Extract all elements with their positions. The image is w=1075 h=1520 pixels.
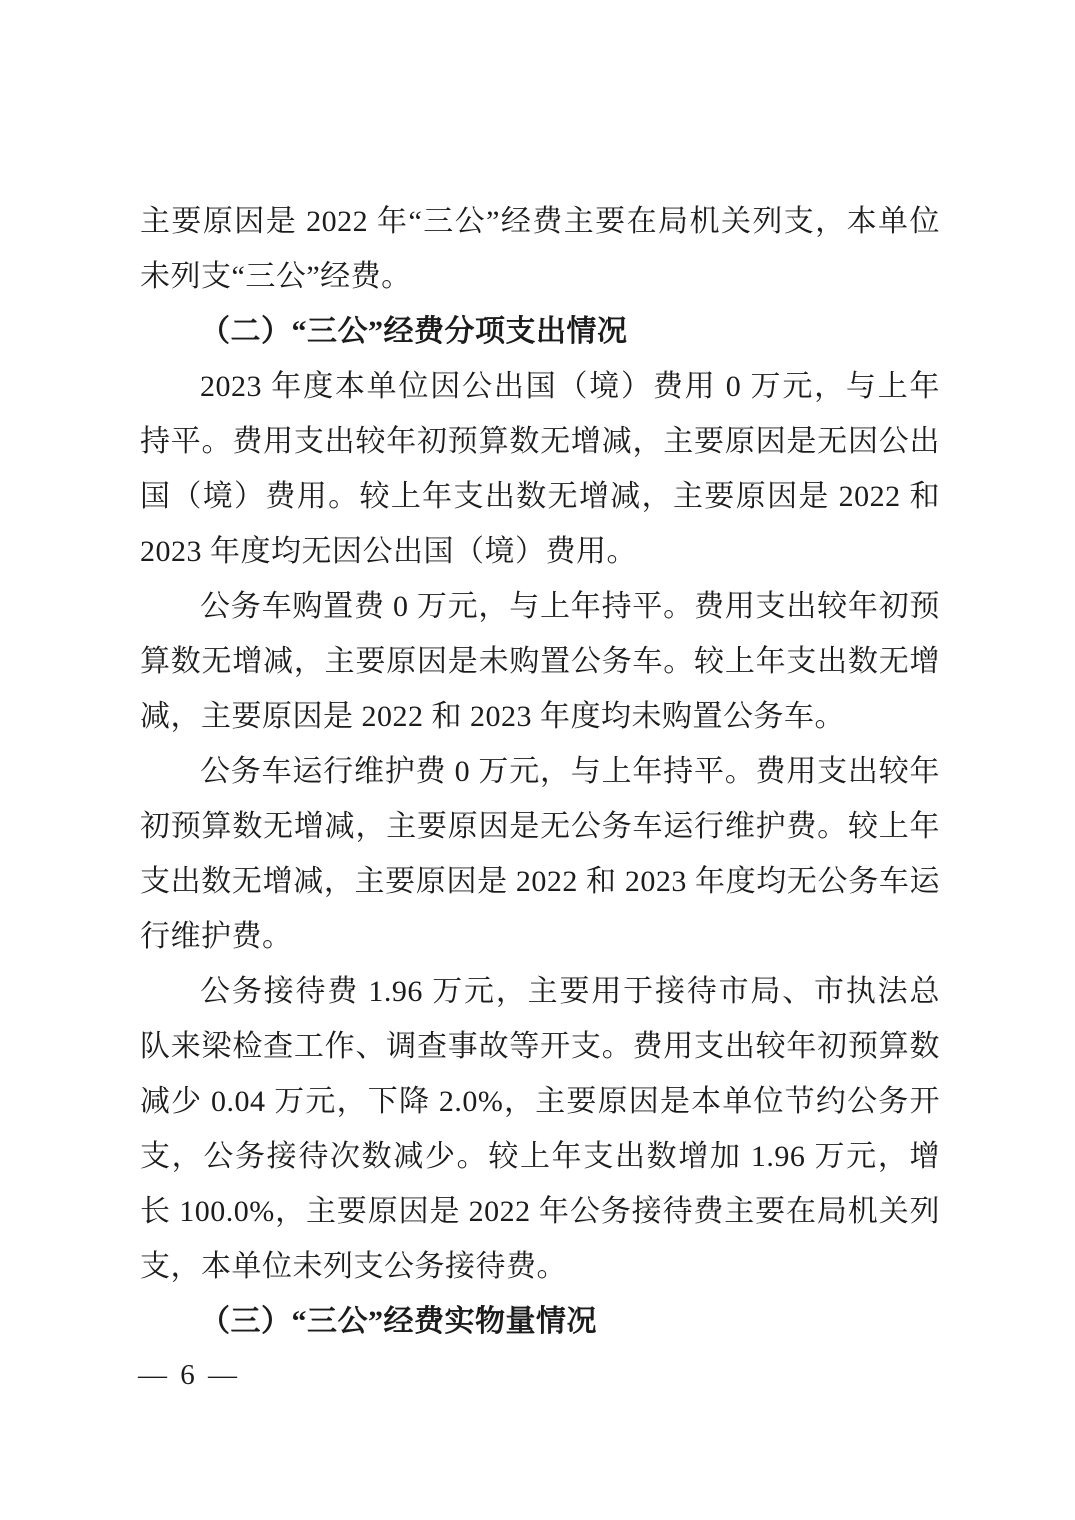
paragraph-official-reception: 公务接待费 1.96 万元，主要用于接待市局、市执法总队来梁检查工作、调查事故等开支。费用支出较年初预算数减少 0.04 万元，下降 2.0%，主要原因是本单位节约公务开支，公务接待次数减少。较上年支出数增加 1.96 万元，增长 100.0%，主要原因是 2022 年公务接待费主要在局机关列支，本单位未列支公务接待费。 bbox=[140, 975, 940, 1283]
section-heading-2: （二）“三公”经费分项支出情况 bbox=[200, 315, 628, 348]
page-content bbox=[140, 194, 940, 1349]
paragraph-vehicle-maintenance: 公务车运行维护费 0 万元，与上年持平。费用支出较年初预算数无增减，主要原因是无公务车运行维护费。较上年支出数无增减，主要原因是 2022 和 2023 年度均无公务车运行维护费。 bbox=[140, 755, 940, 953]
page-number: — 6 — bbox=[138, 1359, 240, 1391]
section-heading-3: （三）“三公”经费实物量情况 bbox=[200, 1305, 597, 1338]
paragraph-abroad-expense: 2023 年度本单位因公出国（境）费用 0 万元，与上年持平。费用支出较年初预算数无增减，主要原因是无因公出国（境）费用。较上年支出数无增减，主要原因是 2022 和 2023 年度均无因公出国（境）费用。 bbox=[140, 370, 940, 568]
paragraph-vehicle-purchase: 公务车购置费 0 万元，与上年持平。费用支出较年初预算数无增减，主要原因是未购置公务车。较上年支出数无增减，主要原因是 2022 和 2023 年度均未购置公务车。 bbox=[140, 590, 940, 733]
paragraph-continuation: 主要原因是 2022 年“三公”经费主要在局机关列支，本单位未列支“三公”经费。 bbox=[140, 205, 940, 293]
